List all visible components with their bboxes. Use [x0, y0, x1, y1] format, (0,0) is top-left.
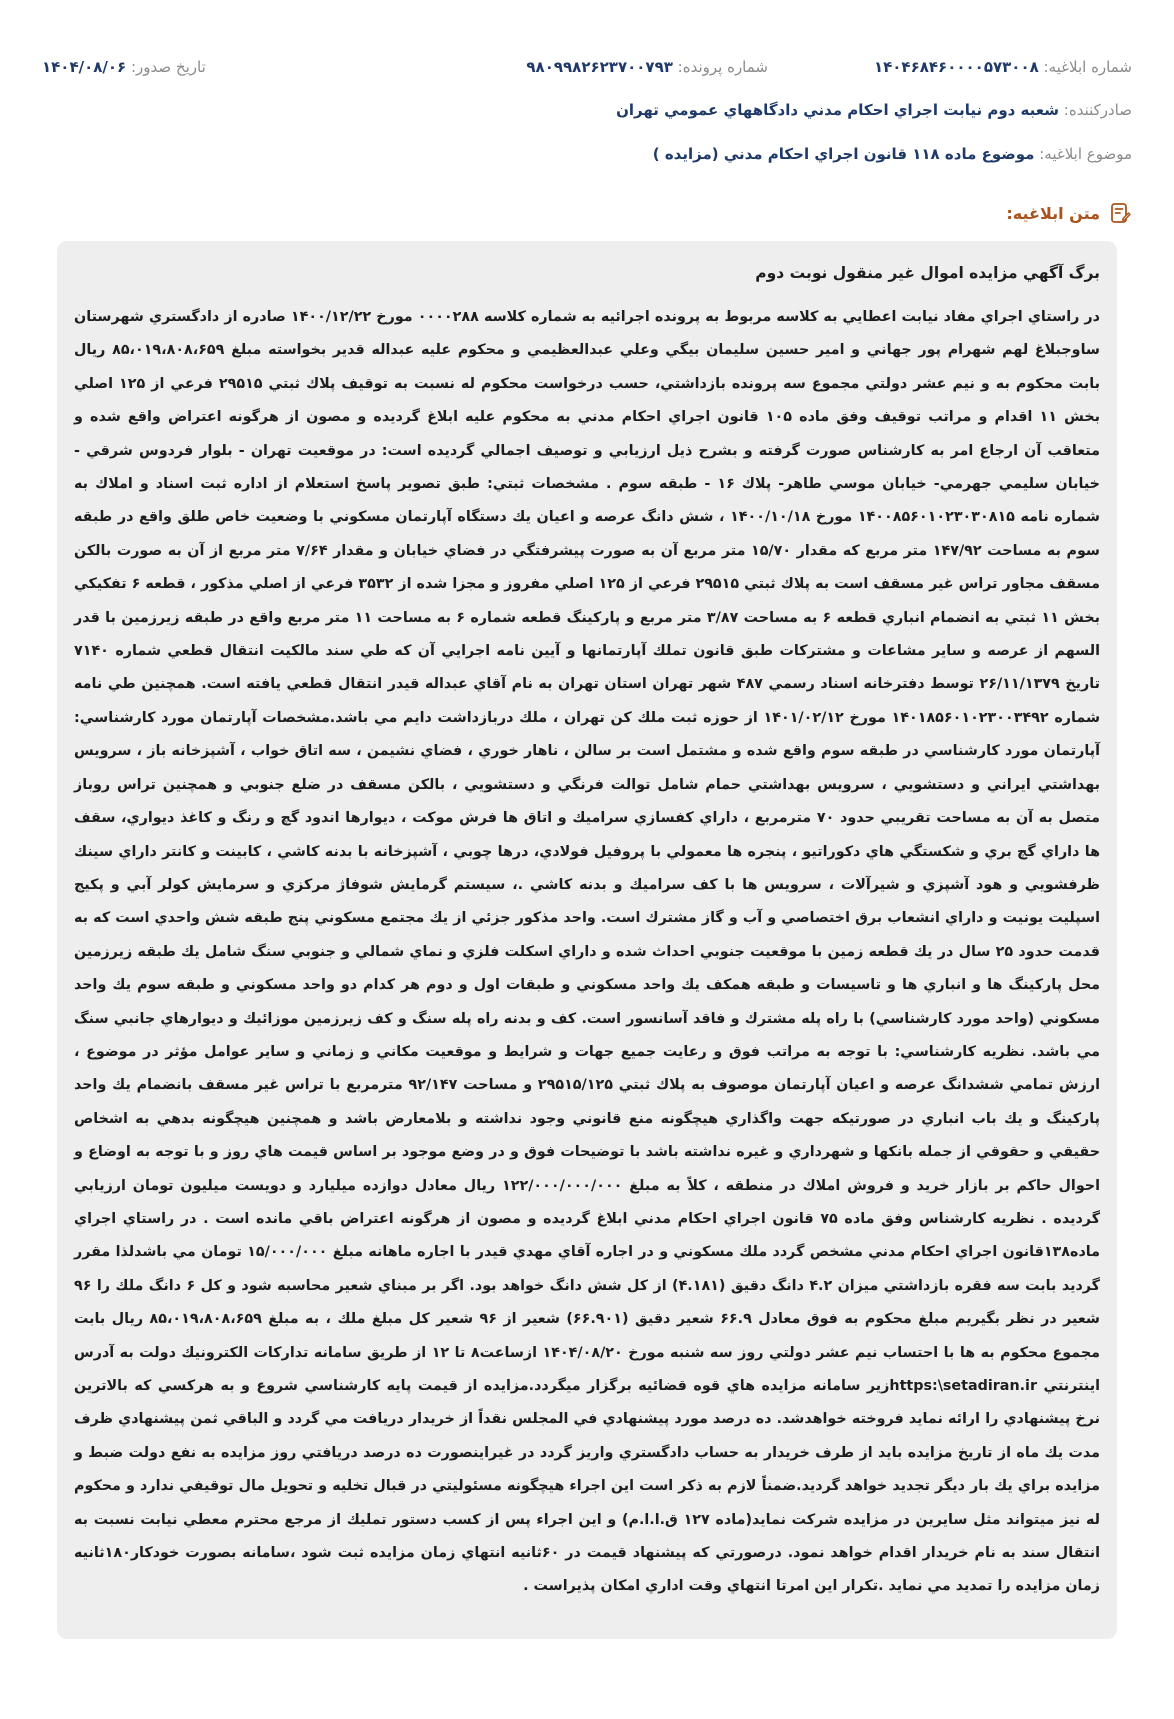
notice-body: در راستاي اجراي مفاد نيابت اعطايي به كلاسه مربوط به پرونده اجرائيه به شماره كلاسه ۰۰۰۰۲۸۸ مورخ ۱۴۰۰/۱۲/۲۲ صادره از دادگستري شهرستان ساوجبلاغ لهم شهرام پور جهاني و امير حسين سليمان بيگي وعلي عبدالعظيمي و محكوم عليه عبداله قدير بخواسته مبلغ ۸۵،۰۱۹،۸۰۸،۶۵۹ ريال بابت محكوم به و نيم عشر دولتي مجموع سه پرونده بازداشتي، حسب درخواست محكوم له نسبت به توقيف پلاك ثبتي ۲۹۵۱۵ فرعي از ۱۲۵ اصلي بخش ۱۱ اقدام و مراتب توقيف وفق ماده ۱۰۵ قانون اجراي احكام مدني به محكوم عليه ابلاغ گرديده و مصون از هرگونه اعتراض واقع شده و متعاقب آن ارجاع امر به كارشناس صورت گرفته و بشرح ذيل ارزيابي و توصيف اجمالي گرديده است: در موقعيت تهران - بلوار فردوس شرقي - خيابان سليمي جهرمي- خيابان موسي طاهر- پلاك ۱۶ - طبقه سوم . مشخصات ثبتي: طبق تصوير پاسخ استعلام از اداره ثبت اسناد و املاك به شماره نامه ۱۴۰۰۸۵۶۰۱۰۲۳۰۳۰۸۱۵ مورخ ۱۴۰۰/۱۰/۱۸ ، شش دانگ عرصه و اعيان يك دستگاه آپارتمان مسكوني با وضعيت خاص طلق واقع در طبقه سوم به مساحت ۱۴۷/۹۲ متر مربع كه مقدار ۱۵/۷۰ متر مربع آن به صورت پيشرفتگي در فضاي خيابان و مقدار ۷/۶۴ متر مربع از آن به صورت بالكن مسقف مجاور تراس غير مسقف است به پلاك ثبتي ۲۹۵۱۵ فرعي از ۱۲۵ اصلي مفروز و مجزا شده از ۳۵۳۲ فرعي از اصلي مذكور ، قطعه ۶ تفكيكي بخش ۱۱ ثبتي به انضمام انباري قطعه ۶ به مساحت ۳/۸۷ متر مربع و پاركينگ قطعه شماره ۶ به مساحت ۱۱ متر مربع واقع در طبقه زيرزمين با قدر السهم از عرصه و ساير مشاعات و مشتركات طبق قانون تملك آپارتمانها و آيين نامه اجرايي آن كه طي سند مالكيت انتقال قطعي شماره ۷۱۴۰ تاريخ ۲۶/۱۱/۱۳۷۹ توسط دفترخانه اسناد رسمي ۴۸۷ شهر تهران استان تهران به نام آقاي عبداله قيدر انتقال قطعي يافته است. همچنين طي نامه شماره ۱۴۰۱۸۵۶۰۱۰۲۳۰۰۳۴۹۲ مورخ ۱۴۰۱/۰۲/۱۲ از حوزه ثبت ملك كن تهران ، ملك دربازداشت دايم مي باشد.مشخصات آپارتمان مورد كارشناسي: آپارتمان مورد كارشناسي در طبقه سوم واقع شده و مشتمل است بر سالن ، ناهار خوري ، فضاي نشيمن ، سه اتاق خواب ، آشپزخانه باز ، سرويس بهداشتي ايراني و دستشويي ، سرويس بهداشتي حمام شامل توالت فرنگي و دستشويي ، بالكن مسقف در ضلع جنوبي و همچنين تراس روباز متصل به آن به مساحت تقريبي حدود ۷۰ مترمربع ، داراي كفسازي سراميك و اتاق ها فرش موكت ، ديوارها اندود گچ و رنگ و كاغذ ديواري، سقف ها داراي گچ بري و شكستگي هاي دكوراتيو ، پنجره ها معمولي با پروفيل فولادي، درها چوبي ، آشپزخانه با بدنه كاشي ، كابينت و كانتر داراي سينك ظرفشويي و هود آشپزي و شيرآلات ، سرويس ها با كف سراميك و بدنه كاشي .، سيستم گرمايش شوفاژ مركزي و سرمايش كولر آبي و پكيج اسپليت يونيت و داراي انشعاب برق اختصاصي و آب و گاز مشترك است. واحد مذكور جزئي از يك مجتمع مسكوني پنج طبقه شش واحدي است كه به قدمت حدود ۲۵ سال در يك قطعه زمين با موقعيت جنوبي احداث شده و داراي اسكلت فلزي و نماي شمالي و جنوبي سنگ شامل يك طبقه زيرزمين محل پاركينگ ها و انباري ها و تاسيسات و طبقه همكف يك واحد مسكوني و طبقات اول و دوم هر كدام دو واحد مسكوني و طبقه سوم يك واحد مسكوني (واحد مورد كارشناسي) با راه پله مشترك و فاقد آسانسور است. كف و بدنه راه پله سنگ و كف زيرزمين موزائيك و ديوارهاي جانبي سنگ مي باشد. نظريه كارشناسي: با توجه به مراتب فوق و رعايت جميع جهات و شرايط و موقعيت مكاني و زماني و ساير عوامل مؤثر در موضوع ، ارزش تمامي ششدانگ عرصه و اعيان آپارتمان موصوف به پلاك ثبتي ۲۹۵۱۵/۱۲۵ و مساحت ۹۲/۱۴۷ مترمربع با تراس غير مسقف بانضمام يك واحد پاركينگ و يك باب انباري در صورتيكه جهت واگذاري هيچگونه منع قانوني وجود نداشته و بلامعارض باشد و همچنين هيچگونه بدهي به اشخاص حقيقي و حقوقي از جمله بانكها و شهرداري و غيره نداشته باشد با توضيحات فوق و در وضع موجود بر اساس قيمت هاي روز و با توجه به اوضاع و احوال حاكم بر بازار خريد و فروش املاك در منطقه ، كلاً به مبلغ ۱۲۲/۰۰۰/۰۰۰/۰۰۰ ريال معادل دوازده ميليارد و دويست ميليون تومان ارزيابي گرديده . نظريه كارشناس وفق ماده ۷۵ قانون اجراي احكام مدني ابلاغ گرديده و مصون از هرگونه اعتراض باقي مانده است . در راستاي اجراي ماده۱۳۸قانون اجراي احكام مدني مشخص گردد ملك مسكوني و در اجاره آقاي مهدي قيدر با اجاره ماهانه مبلغ ۱۵/۰۰۰/۰۰۰ تومان مي باشدلذا مقرر گرديد بابت سه فقره بازداشتي ميزان ۴.۲ دانگ دقيق (۴.۱۸۱) از كل شش دانگ خواهد بود. اگر بر مبناي شعير محاسبه شود و كل ۶ دانگ ملك را ۹۶ شعير در نظر بگيريم مبلغ محكوم به فوق معادل ۶۶.۹ شعير دقيق (۶۶.۹۰۱) شعير از ۹۶ شعير كل مبلغ ملك ، به مبلغ ۸۵،۰۱۹،۸۰۸،۶۵۹ ريال بابت مجموع محكوم به ها با احتساب نيم عشر دولتي روز سه شنبه مورخ ۱۴۰۴/۰۸/۲۰ ازساعت۸ تا ۱۲ از طريق سامانه تداركات الكترونيك دولت به آدرس اينترنتي https:\setadiran.irزير سامانه مزايده هاي قوه قضائيه برگزار ميگردد.مزايده از قيمت پايه كارشناسي شروع و به هركسي كه بالاترين نرخ پيشنهادي را ارائه نمايد فروخته خواهدشد. ده درصد مورد پيشنهادي في المجلس نقداً از خريدار دريافت مي گردد و الباقي ثمن پيشنهادي ظرف مدت يك ماه از تاريخ مزايده بايد از طرف خريدار به حساب دادگستري واريز گردد در غيراينصورت ده درصد دريافتي روز مزايده به نفع دولت ضبط و مزايده براي يك بار ديگر تجديد خواهد گرديد.ضمناً لازم به ذكر است اين اجراء هيچگونه مسئوليتي در قبال تخليه و تحويل مال توقيفي ندارد و محكوم له نيز ميتواند مثل سايرين در مزايده شركت نمايد(ماده ۱۲۷ ق.ا.ا.م) و اين اجراء پس از كسب دستور تمليك از مرجع محترم معطي نيابت نسبت به انتقال سند به نام خريدار اقدام خواهد نمود. درصورتي كه پيشنهاد قيمت در ۶۰ثانيه انتهاي زمان مزايده ثبت شود ،سامانه بصورت خودكار۱۸۰ثانيه زمان مزايده را تمديد مي نمايد .تكرار اين امرتا انتهاي وقت اداري امكان پذيراست .: [74, 309, 1101, 1595]
meta-row-subject: [42, 141, 1132, 167]
meta-row-issuer: [42, 97, 1132, 123]
issue-date-value: ۱۴۰۴/۰۸/۰۶: [42, 58, 127, 76]
notice-number-value: ۱۴۰۴۶۸۴۶۰۰۰۰۵۷۳۰۰۸: [873, 58, 1039, 76]
section-title-text: متن ابلاغيه:: [1006, 203, 1100, 223]
notice-text-title: [1006, 198, 1132, 228]
case-number-value: ۹۸۰۹۹۸۲۶۲۳۷۰۰۷۹۳: [526, 58, 673, 76]
subject-value: موضوع ماده ۱۱۸ قانون اجراي احكام مدني (مزايده ): [652, 145, 1035, 163]
issue-date-label: تاريخ صدور:: [130, 58, 206, 76]
issuer-label: صادرکننده:: [1063, 101, 1132, 119]
notice-number: [874, 54, 1132, 80]
document-edit-icon: [1108, 201, 1132, 225]
notice-heading: برگ آگهي مزايده اموال غير منقول نوبت دوم: [755, 264, 1100, 282]
issuer-value: شعبه دوم نيابت اجراي احكام مدني دادگاههاي عمومي تهران: [616, 101, 1059, 119]
case-number: [526, 54, 768, 80]
issue-date: [42, 54, 206, 80]
notice-number-label: شماره ابلاغيه:: [1043, 58, 1132, 76]
notice-content-box: [57, 241, 1117, 1639]
meta-row-numbers: [42, 54, 1132, 80]
subject-label: موضوع ابلاغيه:: [1039, 145, 1132, 163]
case-number-label: شماره پرونده:: [677, 58, 768, 76]
